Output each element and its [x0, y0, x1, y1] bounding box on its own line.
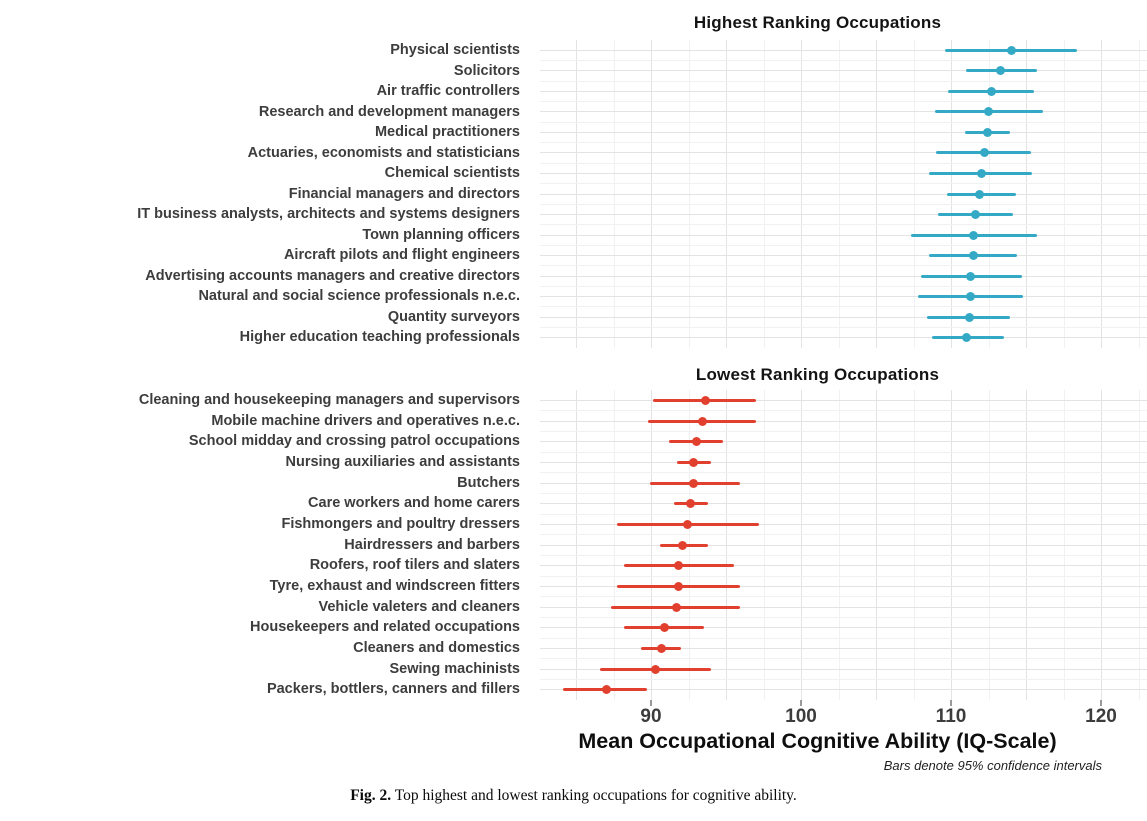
gridline-horizontal-major: [540, 255, 1147, 256]
occupation-label: Butchers: [457, 474, 520, 491]
x-axis-tick-label: 100: [785, 706, 817, 727]
top-panel-title: Highest Ranking Occupations: [693, 13, 942, 32]
gridline-horizontal-minor: [540, 122, 1147, 123]
occupation-label: Cleaners and domestics: [353, 640, 520, 656]
mean-data-point: [977, 169, 986, 178]
occupation-label: Quantity surveyors: [387, 308, 520, 325]
mean-data-point: [660, 623, 669, 632]
occupation-label: Fishmongers and poultry dressers: [281, 516, 520, 532]
gridline-horizontal-minor: [540, 142, 1147, 143]
occupation-label: Natural and social science professionals n.e.c.: [198, 288, 520, 305]
gridline-horizontal-major: [540, 441, 1147, 442]
mean-data-point: [651, 665, 660, 674]
gridline-horizontal-minor: [540, 327, 1147, 328]
occupation-label: Cleaning and housekeeping managers and supervisors: [138, 392, 520, 408]
mean-data-point: [984, 107, 993, 116]
x-axis-tick-label: 120: [1085, 706, 1117, 727]
occupation-label: Solicitors: [453, 62, 520, 79]
mean-data-point: [678, 541, 687, 550]
gridline-horizontal-minor: [540, 679, 1147, 680]
gridline-horizontal-major: [540, 194, 1147, 195]
figure-caption-tag: Fig. 2.: [350, 787, 392, 804]
mean-data-point: [689, 458, 698, 467]
gridline-horizontal-minor: [540, 245, 1147, 246]
occupation-label: Roofers, roof tilers and slaters: [309, 557, 520, 574]
mean-data-point: [683, 520, 692, 529]
gridline-horizontal-minor: [540, 101, 1147, 102]
x-axis-tick-label: 110: [935, 706, 967, 727]
gridline-horizontal-minor: [540, 224, 1147, 225]
occupation-label: Actuaries, economists and statisticians: [247, 144, 520, 161]
occupation-label: Mobile machine drivers and operatives n.e.c.: [211, 412, 520, 429]
gridline-horizontal-minor: [540, 81, 1147, 82]
gridline-horizontal-minor: [540, 265, 1147, 266]
mean-data-point: [969, 251, 978, 260]
occupation-label: Hairdressers and barbers: [344, 536, 520, 553]
gridline-horizontal-major: [540, 421, 1147, 422]
gridline-horizontal-major: [540, 483, 1147, 484]
mean-data-point: [674, 582, 683, 591]
bottom-panel-title: Lowest Ranking Occupations: [695, 365, 940, 384]
x-axis-tick-label: 90: [640, 706, 662, 727]
occupation-label: Aircraft pilots and flight engineers: [283, 247, 520, 264]
confidence-interval-note: Bars denote 95% confidence intervals: [883, 758, 1102, 773]
occupation-label: Housekeepers and related occupations: [250, 619, 520, 636]
occupation-label: Financial managers and directors: [288, 185, 520, 202]
top-panel-category-labels: [0, 40, 526, 348]
mean-data-point: [698, 417, 707, 426]
mean-data-point: [971, 210, 980, 219]
occupation-label: Research and development managers: [258, 103, 520, 120]
gridline-horizontal-minor: [540, 60, 1147, 61]
occupation-label: Care workers and home carers: [308, 495, 520, 512]
mean-data-point: [983, 128, 992, 137]
mean-data-point: [966, 272, 975, 281]
gridline-horizontal-minor: [540, 452, 1147, 453]
mean-data-point: [602, 685, 611, 694]
mean-data-point: [657, 644, 666, 653]
bottom-panel-category-labels: [0, 390, 526, 700]
occupation-label: Advertising accounts managers and creative directors: [145, 267, 520, 284]
occupation-label: Physical scientists: [390, 42, 520, 58]
gridline-horizontal-minor: [540, 638, 1147, 639]
mean-data-point: [966, 292, 975, 301]
gridline-horizontal-minor: [540, 658, 1147, 659]
gridline-horizontal-major: [540, 545, 1147, 546]
mean-data-point: [980, 148, 989, 157]
gridline-horizontal-major: [540, 214, 1147, 215]
figure-caption-text: Top highest and lowest ranking occupations for cognitive ability.: [391, 787, 797, 804]
occupation-label: Medical practitioners: [374, 124, 520, 141]
occupation-label: Chemical scientists: [384, 165, 520, 182]
occupation-label: IT business analysts, architects and systems designers: [137, 206, 520, 223]
figure-caption: [0, 787, 1147, 805]
gridline-horizontal-minor: [540, 306, 1147, 307]
mean-data-point: [689, 479, 698, 488]
bottom-panel-plot-area: [540, 390, 1147, 700]
gridline-horizontal-minor: [540, 410, 1147, 411]
gridline-horizontal-major: [540, 503, 1147, 504]
occupation-label: Higher education teaching professionals: [239, 329, 520, 346]
gridline-horizontal-minor: [540, 163, 1147, 164]
mean-data-point: [1007, 46, 1016, 55]
occupation-label: Packers, bottlers, canners and fillers: [266, 681, 520, 698]
occupation-label: Sewing machinists: [389, 660, 520, 677]
mean-data-point: [672, 603, 681, 612]
gridline-horizontal-minor: [540, 493, 1147, 494]
gridline-horizontal-major: [540, 91, 1147, 92]
gridline-horizontal-major: [540, 462, 1147, 463]
mean-data-point: [975, 190, 984, 199]
gridline-horizontal-major: [540, 400, 1147, 401]
gridline-horizontal-minor: [540, 472, 1147, 473]
mean-data-point: [969, 231, 978, 240]
mean-data-point: [987, 87, 996, 96]
occupation-label: Vehicle valeters and cleaners: [318, 598, 520, 615]
mean-data-point: [965, 313, 974, 322]
gridline-horizontal-minor: [540, 596, 1147, 597]
gridline-horizontal-major: [540, 173, 1147, 174]
gridline-horizontal-major: [540, 337, 1147, 338]
gridline-horizontal-major: [540, 296, 1147, 297]
mean-data-point: [686, 499, 695, 508]
top-panel-plot-area: [540, 40, 1147, 348]
gridline-horizontal-minor: [540, 431, 1147, 432]
gridline-horizontal-minor: [540, 183, 1147, 184]
gridline-horizontal-minor: [540, 576, 1147, 577]
gridline-horizontal-minor: [540, 514, 1147, 515]
gridline-horizontal-minor: [540, 286, 1147, 287]
gridline-horizontal-major: [540, 317, 1147, 318]
mean-data-point: [701, 396, 710, 405]
occupation-label: Nursing auxiliaries and assistants: [285, 454, 520, 470]
gridline-horizontal-minor: [540, 617, 1147, 618]
gridline-horizontal-major: [540, 276, 1147, 277]
occupation-label: Air traffic controllers: [376, 83, 520, 100]
gridline-horizontal-major: [540, 111, 1147, 112]
gridline-horizontal-major: [540, 235, 1147, 236]
x-axis-title: Mean Occupational Cognitive Ability (IQ-Scale): [578, 729, 1057, 753]
gridline-horizontal-major: [540, 152, 1147, 153]
gridline-horizontal-minor: [540, 204, 1147, 205]
gridline-horizontal-minor: [540, 555, 1147, 556]
mean-data-point: [674, 561, 683, 570]
occupation-label: School midday and crossing patrol occupations: [188, 433, 520, 450]
mean-data-point: [996, 66, 1005, 75]
gridline-horizontal-major: [540, 70, 1147, 71]
occupation-label: Tyre, exhaust and windscreen fitters: [269, 578, 520, 594]
mean-data-point: [692, 437, 701, 446]
gridline-horizontal-major: [540, 132, 1147, 133]
occupation-label: Town planning officers: [362, 226, 520, 243]
gridline-horizontal-minor: [540, 534, 1147, 535]
mean-data-point: [962, 333, 971, 342]
x-axis: [540, 700, 1147, 730]
gridline-horizontal-major: [540, 648, 1147, 649]
